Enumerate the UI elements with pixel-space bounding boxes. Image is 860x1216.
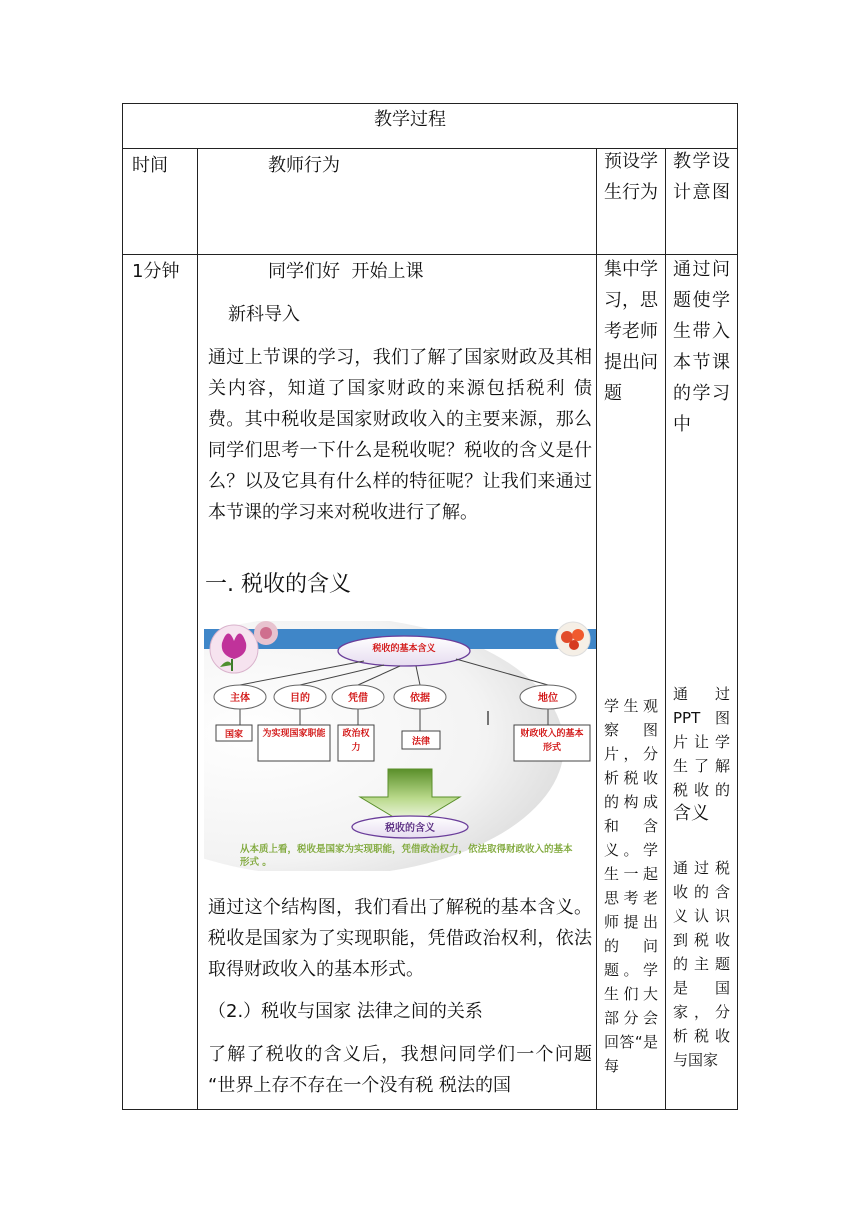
structure-diagram xyxy=(204,621,596,871)
diagram-node-1 xyxy=(214,685,266,709)
flower-image-left xyxy=(210,625,258,673)
table-border-right xyxy=(737,103,738,1110)
diagram-node-5 xyxy=(520,685,576,709)
diagram-node-label: 地位 xyxy=(538,693,558,704)
diagram-leaf-3 xyxy=(338,725,374,761)
design-note-1: 通过问题使学生带入本节课的学习中 xyxy=(673,259,730,435)
section-heading: 一. 税收的含义 xyxy=(205,572,351,597)
design-note-3: 通过税收的含义认识到税收的主题是国家，分析税收与国家 xyxy=(673,859,730,1069)
question-paragraph: 了解了税收的含义后，我想问同学们一个问题 “世界上存不存在一个没有税 税法的国 xyxy=(208,1044,592,1096)
diagram-node-label: 目的 xyxy=(290,693,310,704)
design-note-2-emphasis: 含义 xyxy=(673,803,709,824)
intro-label: 新科导入 xyxy=(228,304,300,325)
table-title: 教学过程 xyxy=(374,109,446,130)
diagram-leaf-5 xyxy=(514,725,590,761)
diagram-leaf-label: 法律 xyxy=(411,737,431,747)
greeting-text: 同学们好 开始上课 xyxy=(268,261,424,282)
flower-image-right xyxy=(556,622,590,656)
diagram-leaf-1 xyxy=(216,725,252,741)
after-diagram-paragraph: 通过这个结构图，我们看出了解税的基本含义。税收是国家为了实现职能，凭借政治权利，依法取得财政收入的基本形式。 xyxy=(208,897,592,980)
diagram-node-label: 凭借 xyxy=(348,693,368,704)
diagram-leaf-4 xyxy=(402,731,440,749)
design-note-2 xyxy=(673,682,730,826)
intro-paragraph: 通过上节课的学习，我们了解了国家财政及其相关内容，知道了国家财政的来源包括税利 债 费。其中税收是国家财政收入的主要来源，那么同学们思考一下什么是税收呢？税收的含义是什么？以及它具有什么样的特征呢？让我们来通过本节课的学习来对税收进行了解。 xyxy=(208,347,592,523)
header-time: 时间 xyxy=(132,155,168,176)
diagram-svg xyxy=(204,621,596,871)
diagram-leaf-label: 政治权力 xyxy=(342,729,370,753)
table-border-bottom xyxy=(122,1109,738,1110)
diagram-leaf-label: 国家 xyxy=(224,730,244,740)
table-col-divider-3 xyxy=(665,148,666,1110)
table-col-divider-2 xyxy=(596,148,597,1110)
table-border-left xyxy=(122,103,123,1110)
diagram-result-label: 税收的含义 xyxy=(385,823,435,834)
header-design: 教学设计意图 xyxy=(673,151,730,203)
time-cell: 1分钟 xyxy=(132,261,180,282)
header-teacher: 教师行为 xyxy=(268,155,340,176)
table-border-top xyxy=(122,103,738,104)
design-note-2-text: 通过PPT图片让学生了解税收的 xyxy=(673,685,730,799)
diagram-node-3 xyxy=(332,685,384,709)
table-col-divider-1 xyxy=(197,148,198,1110)
diagram-leaf-label: 为实现国家职能 xyxy=(262,729,326,739)
diagram-root-label: 税收的基本含义 xyxy=(372,644,436,654)
header-student: 预设学生行为 xyxy=(604,151,658,203)
diagram-caption: 从本质上看，税收是国家为实现职能，凭借政治权力，依法取得财政收入的基本形式 。 xyxy=(240,844,573,868)
student-note-2: 学生观察图片，分析税收的构成和含义。学生一起思考老师提出的问题。学生们大部分会回答“是每 xyxy=(604,697,658,1075)
diagram-leaf-2 xyxy=(258,725,330,761)
diagram-node-2 xyxy=(274,685,326,709)
diagram-node-label: 依据 xyxy=(410,693,430,704)
diagram-node-4 xyxy=(394,685,446,709)
student-note-1: 集中学习，思考老师提出问题 xyxy=(604,259,658,404)
diagram-node-label: 主体 xyxy=(230,693,250,704)
flower-image-left-2 xyxy=(254,621,278,645)
subheading-2: （2.）税收与国家 法律之间的关系 xyxy=(208,1001,483,1022)
diagram-leaf-label: 财政收入的基本形式 xyxy=(520,729,584,753)
